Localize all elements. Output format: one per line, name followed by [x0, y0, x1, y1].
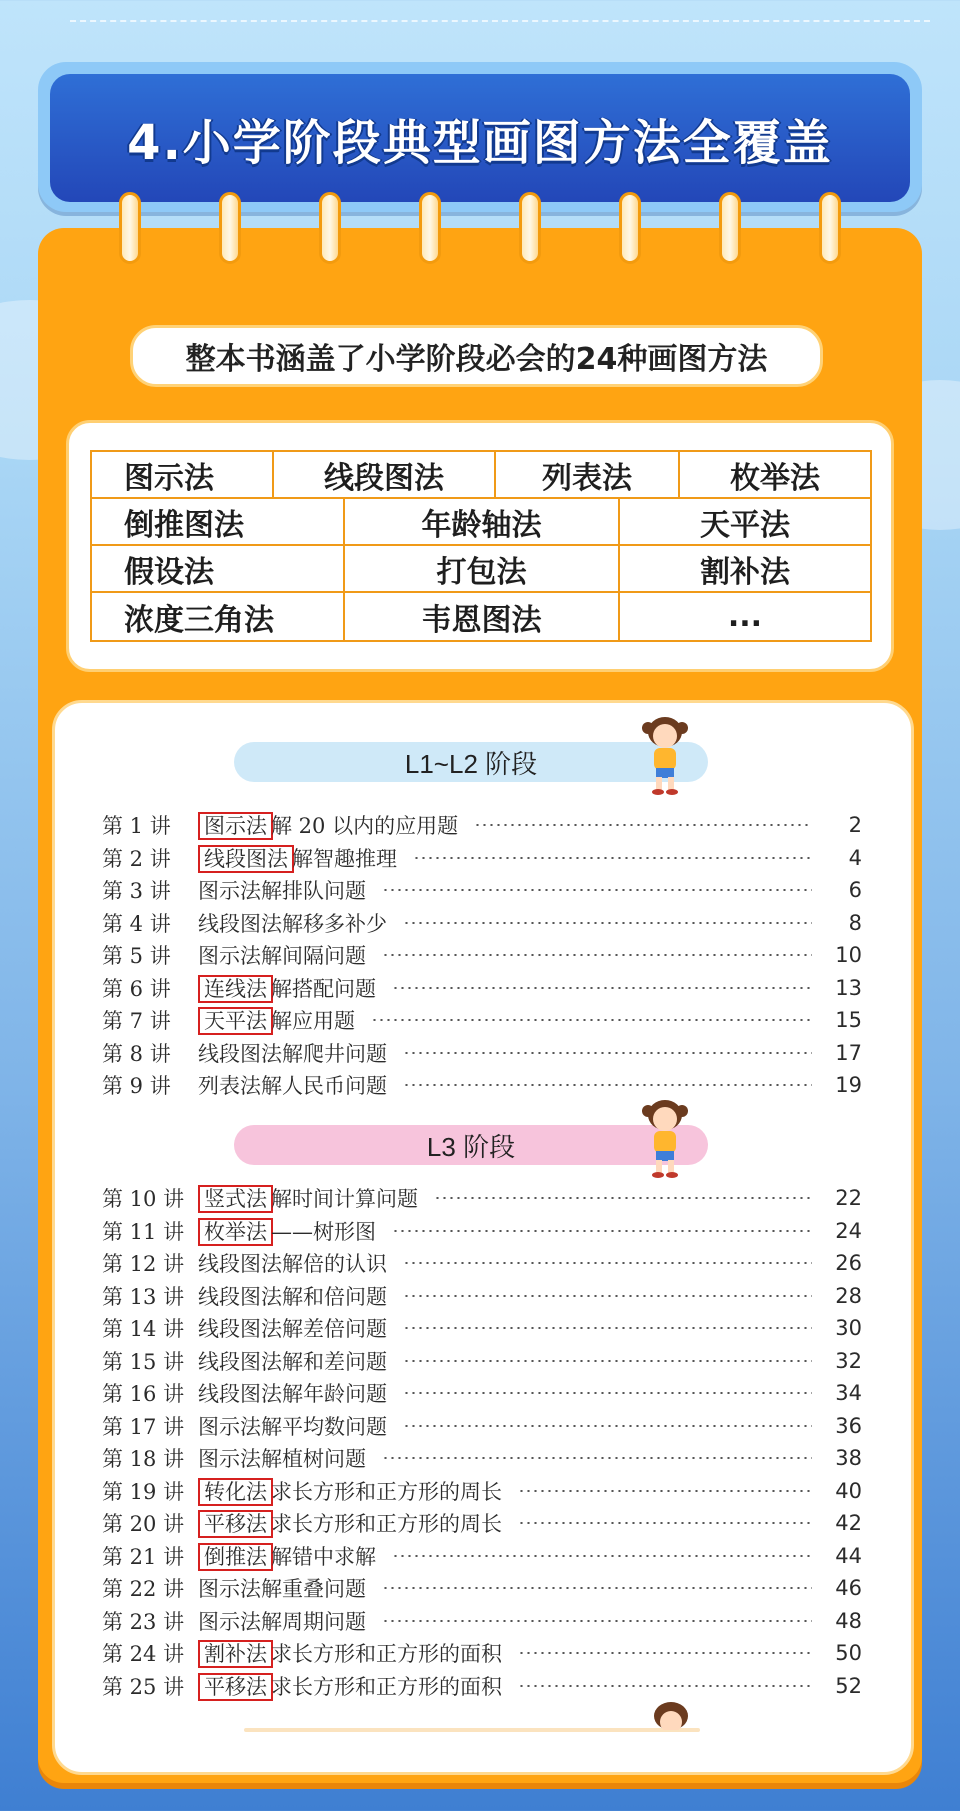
lesson-number: 第 4 讲	[102, 911, 171, 936]
methods-row	[92, 452, 870, 499]
lesson-topic: 求长方形和正方形的周长	[271, 1479, 502, 1504]
lesson-number: 第 24 讲	[102, 1642, 185, 1667]
toc-row	[102, 1345, 862, 1378]
highlighted-method: 平移法	[198, 1673, 273, 1701]
lesson-topic: 图示法解植树问题	[198, 1447, 366, 1472]
lesson-topic: 解时间计算问题	[271, 1187, 418, 1212]
lesson-title	[198, 1070, 387, 1100]
toc-row	[102, 1312, 862, 1345]
dot-leader	[518, 1490, 812, 1492]
toc-row	[102, 1507, 862, 1540]
page-number: 40	[835, 1478, 862, 1503]
page-number: 32	[835, 1348, 862, 1373]
lesson-number: 第 23 讲	[102, 1609, 185, 1634]
highlighted-method: 平移法	[198, 1510, 273, 1538]
lesson-number: 第 8 讲	[102, 1041, 171, 1066]
lesson-title	[198, 908, 387, 938]
page-number: 8	[848, 910, 862, 935]
methods-row	[92, 546, 870, 593]
lesson-title	[198, 875, 366, 905]
stage-header-l3: L3 阶段	[234, 1125, 708, 1165]
lesson-number: 第 6 讲	[102, 976, 171, 1001]
lesson-title	[198, 973, 376, 1003]
toc-row	[102, 1605, 862, 1638]
stage-header-l1-l2: L1~L2 阶段	[234, 742, 708, 782]
page-number: 52	[835, 1673, 862, 1698]
toc-list-l1-l2	[102, 809, 862, 1102]
highlighted-method: 枚举法	[198, 1218, 273, 1246]
lesson-topic: 解智趣推理	[292, 846, 397, 871]
lesson-number: 第 13 讲	[102, 1284, 185, 1309]
dot-leader	[371, 1019, 812, 1021]
toc-row	[102, 1572, 862, 1605]
binder-ring	[619, 192, 641, 264]
lesson-number: 第 2 讲	[102, 846, 171, 871]
page-number: 50	[835, 1641, 862, 1666]
lesson-title	[198, 1411, 387, 1441]
lesson-number: 第 19 讲	[102, 1479, 185, 1504]
dot-leader	[382, 889, 812, 891]
lesson-number: 第 18 讲	[102, 1447, 185, 1472]
page-number: 30	[835, 1316, 862, 1341]
toc-row	[102, 1377, 862, 1410]
lesson-topic: 线段图法解年龄问题	[198, 1382, 387, 1407]
dot-leader	[518, 1652, 812, 1654]
lesson-number: 第 22 讲	[102, 1577, 185, 1602]
method-cell: 天平法	[700, 507, 790, 543]
dot-leader	[392, 1230, 812, 1232]
toc-row	[102, 1475, 862, 1508]
lesson-title	[198, 1573, 366, 1603]
binder-ring	[719, 192, 741, 264]
toc-row	[102, 1410, 862, 1443]
lesson-title	[198, 1638, 502, 1668]
dot-leader	[403, 1295, 812, 1297]
lesson-title	[198, 1541, 376, 1571]
lesson-title	[198, 1281, 387, 1311]
lesson-title	[198, 1183, 418, 1213]
method-cell: 年龄轴法	[345, 499, 620, 544]
toc-row	[102, 1280, 862, 1313]
toc-row	[102, 972, 862, 1005]
lesson-title	[198, 810, 458, 840]
toc-row	[102, 1247, 862, 1280]
dot-leader	[382, 1457, 812, 1459]
top-dashed-line	[70, 20, 930, 22]
dot-leader	[403, 1327, 812, 1329]
dot-leader	[403, 922, 812, 924]
dot-leader	[474, 824, 812, 826]
dot-leader	[403, 1084, 812, 1086]
dot-leader	[518, 1685, 812, 1687]
page-number: 15	[835, 1008, 862, 1033]
lesson-topic: 线段图法解倍的认识	[198, 1252, 387, 1277]
binder-ring	[119, 192, 141, 264]
lesson-title	[198, 1443, 366, 1473]
lesson-title	[198, 1671, 502, 1701]
highlighted-method: 图示法	[198, 812, 273, 840]
page-number: 17	[835, 1040, 862, 1065]
lesson-title	[198, 940, 366, 970]
binder-ring	[319, 192, 341, 264]
toc-row	[102, 939, 862, 972]
lesson-topic: 求长方形和正方形的面积	[271, 1642, 502, 1667]
page-number: 13	[835, 975, 862, 1000]
lesson-title	[198, 1313, 387, 1343]
methods-row	[92, 499, 870, 546]
toc-row	[102, 1442, 862, 1475]
page-number: 10	[835, 943, 862, 968]
lesson-topic: ——树形图	[271, 1219, 376, 1244]
dot-leader	[403, 1360, 812, 1362]
page-number: 28	[835, 1283, 862, 1308]
lesson-title	[198, 843, 397, 873]
lesson-topic: 线段图法解和倍问题	[198, 1284, 387, 1309]
lesson-number: 第 9 讲	[102, 1074, 171, 1099]
highlighted-method: 割补法	[198, 1640, 273, 1668]
page-number: 2	[848, 813, 862, 838]
dot-leader	[518, 1522, 812, 1524]
subtitle-text: 整本书涵盖了小学阶段必会的24种画图方法	[185, 342, 768, 377]
lesson-title	[198, 1346, 387, 1376]
method-cell: 线段图法	[274, 452, 496, 497]
highlighted-method: 天平法	[198, 1007, 273, 1035]
girl-mascot-icon	[642, 1700, 700, 1730]
toc-row	[102, 1069, 862, 1102]
page-number: 19	[835, 1073, 862, 1098]
page-number: 38	[835, 1446, 862, 1471]
lesson-topic: 线段图法解差倍问题	[198, 1317, 387, 1342]
lesson-title	[198, 1378, 387, 1408]
lesson-title	[198, 1216, 376, 1246]
dot-leader	[382, 1620, 812, 1622]
subtitle-pill	[130, 325, 823, 387]
page-number: 34	[835, 1381, 862, 1406]
toc-row	[102, 842, 862, 875]
dot-leader	[434, 1197, 812, 1199]
dot-leader	[392, 1555, 812, 1557]
girl-mascot-icon	[636, 1097, 694, 1179]
page-number: 24	[835, 1218, 862, 1243]
toc-row	[102, 907, 862, 940]
lesson-title	[198, 1005, 355, 1035]
binder-ring	[819, 192, 841, 264]
page-number: 4	[848, 845, 862, 870]
page-number: 44	[835, 1543, 862, 1568]
toc-list-l3	[102, 1182, 862, 1702]
lesson-number: 第 3 讲	[102, 879, 171, 904]
lesson-topic: 求长方形和正方形的周长	[271, 1512, 502, 1537]
title-banner	[50, 74, 910, 202]
method-cell: 倒推图法	[92, 499, 345, 544]
page-number: 36	[835, 1413, 862, 1438]
toc-row	[102, 1215, 862, 1248]
toc-row	[102, 874, 862, 907]
lesson-number: 第 14 讲	[102, 1317, 185, 1342]
lesson-topic: 求长方形和正方形的面积	[271, 1674, 502, 1699]
lesson-number: 第 17 讲	[102, 1414, 185, 1439]
page-number: 46	[835, 1576, 862, 1601]
lesson-topic: 图示法解排队问题	[198, 879, 366, 904]
lesson-title	[198, 1508, 502, 1538]
lesson-topic: 图示法解平均数问题	[198, 1414, 387, 1439]
dot-leader	[382, 1587, 812, 1589]
lesson-topic: 列表法解人民币问题	[198, 1074, 387, 1099]
dot-leader	[392, 987, 812, 989]
lesson-topic: 解错中求解	[271, 1544, 376, 1569]
lesson-number: 第 10 讲	[102, 1187, 185, 1212]
toc-row	[102, 1540, 862, 1573]
lesson-number: 第 25 讲	[102, 1674, 185, 1699]
binder-ring	[419, 192, 441, 264]
lesson-number: 第 5 讲	[102, 944, 171, 969]
page-number: 6	[848, 878, 862, 903]
lesson-title	[198, 1476, 502, 1506]
lesson-topic: 图示法解重叠问题	[198, 1577, 366, 1602]
method-cell: 韦恩图法	[345, 593, 620, 640]
girl-mascot-icon	[636, 714, 694, 796]
lesson-number: 第 20 讲	[102, 1512, 185, 1537]
lesson-number: 第 21 讲	[102, 1544, 185, 1569]
method-cell: 割补法	[700, 554, 790, 590]
dot-leader	[413, 857, 812, 859]
dot-leader	[403, 1052, 812, 1054]
binder-ring	[219, 192, 241, 264]
lesson-number: 第 1 讲	[102, 814, 171, 839]
toc-row	[102, 1037, 862, 1070]
method-cell: 假设法	[92, 546, 345, 591]
binder-ring	[519, 192, 541, 264]
lesson-topic: 解应用题	[271, 1009, 355, 1034]
page-number: 48	[835, 1608, 862, 1633]
lesson-topic: 线段图法解爬井问题	[198, 1041, 387, 1066]
lesson-topic: 解 20 以内的应用题	[271, 814, 459, 839]
next-stage-header-partial	[244, 1728, 700, 1732]
toc-row	[102, 1670, 862, 1703]
lesson-number: 第 15 讲	[102, 1349, 185, 1374]
highlighted-method: 线段图法	[198, 845, 294, 873]
dot-leader	[382, 954, 812, 956]
toc-row	[102, 1004, 862, 1037]
lesson-number: 第 12 讲	[102, 1252, 185, 1277]
dot-leader	[403, 1392, 812, 1394]
method-cell: 浓度三角法	[92, 593, 345, 640]
method-cell: ...	[727, 599, 763, 634]
lesson-number: 第 11 讲	[102, 1219, 185, 1244]
lesson-topic: 解搭配问题	[271, 976, 376, 1001]
methods-table	[90, 450, 872, 642]
lesson-topic: 线段图法解移多补少	[198, 911, 387, 936]
highlighted-method: 转化法	[198, 1478, 273, 1506]
dot-leader	[403, 1262, 812, 1264]
page-title: 4.小学阶段典型画图方法全覆盖	[127, 114, 833, 171]
lesson-topic: 线段图法解和差问题	[198, 1349, 387, 1374]
lesson-number: 第 16 讲	[102, 1382, 185, 1407]
methods-row	[92, 593, 870, 640]
highlighted-method: 倒推法	[198, 1543, 273, 1571]
toc-row	[102, 809, 862, 842]
highlighted-method: 连线法	[198, 975, 273, 1003]
lesson-title	[198, 1606, 366, 1636]
toc-row	[102, 1637, 862, 1670]
page-number: 22	[835, 1186, 862, 1211]
highlighted-method: 竖式法	[198, 1185, 273, 1213]
page-number: 26	[835, 1251, 862, 1276]
method-cell: 列表法	[496, 452, 680, 497]
lesson-topic: 图示法解间隔问题	[198, 944, 366, 969]
lesson-title	[198, 1248, 387, 1278]
lesson-title	[198, 1038, 387, 1068]
method-cell: 枚举法	[730, 460, 820, 496]
page-number: 42	[835, 1511, 862, 1536]
method-cell: 打包法	[345, 546, 620, 591]
method-cell: 图示法	[92, 452, 274, 497]
lesson-topic: 图示法解周期问题	[198, 1609, 366, 1634]
dot-leader	[403, 1425, 812, 1427]
toc-row	[102, 1182, 862, 1215]
lesson-number: 第 7 讲	[102, 1009, 171, 1034]
